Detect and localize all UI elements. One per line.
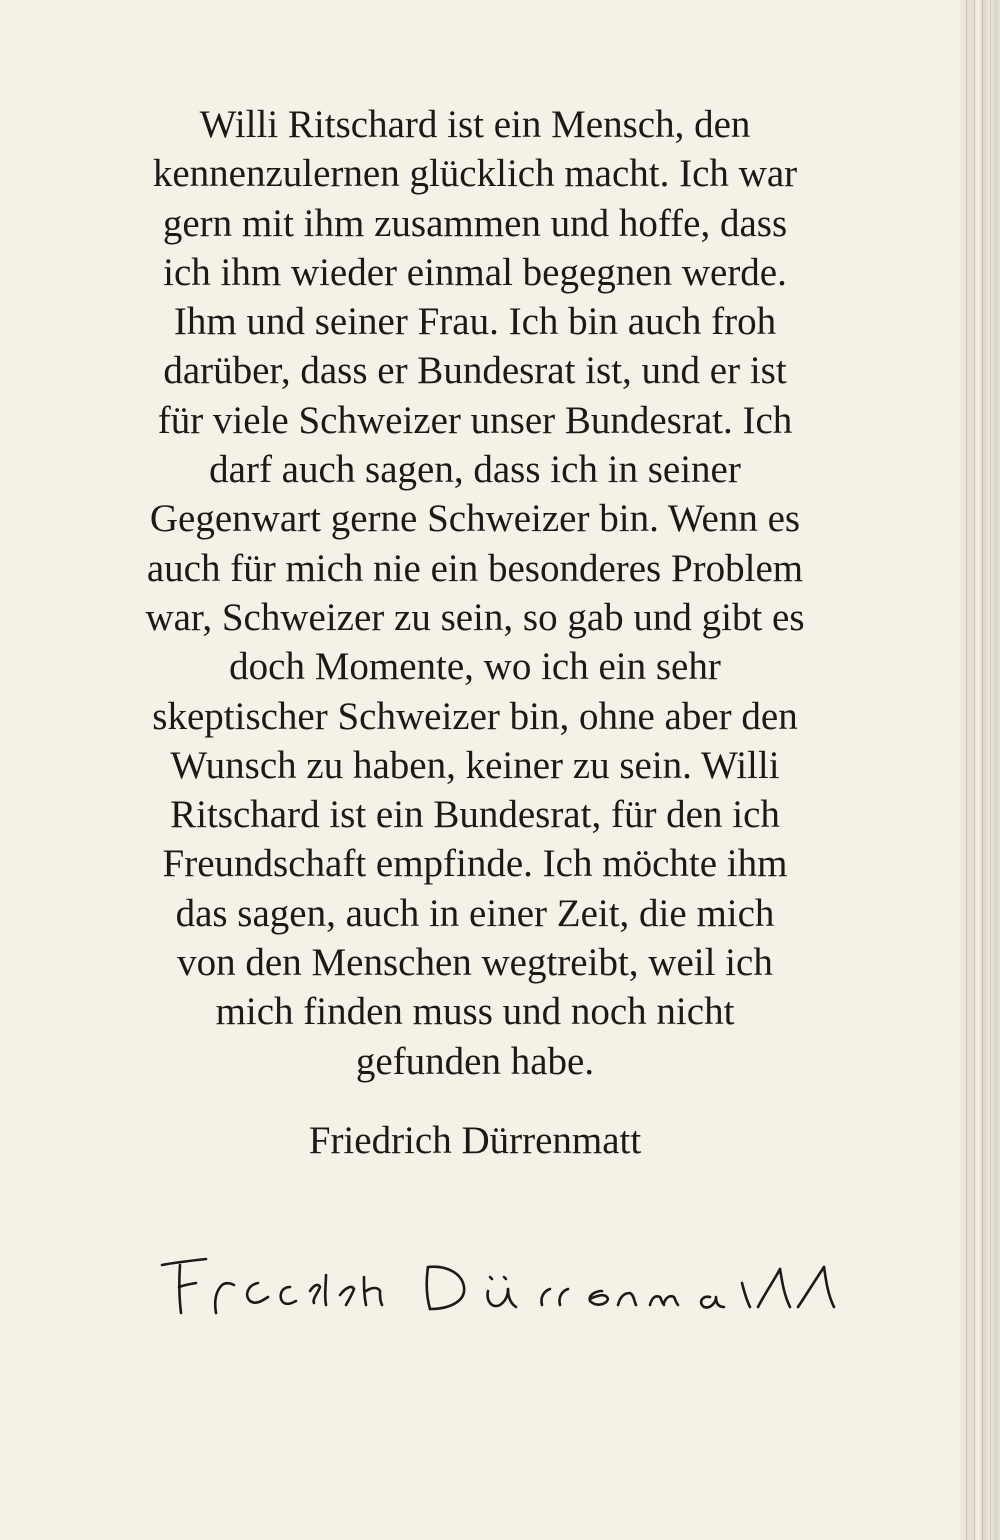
paragraph-line: ich ihm wieder einmal begegnen werde. (163, 250, 787, 294)
page-edge (960, 0, 1000, 1540)
paragraph-line: gefunden habe. (355, 1039, 595, 1083)
paragraph-line: Wunsch zu haben, keiner zu sein. Willi (170, 743, 780, 787)
handwritten-signature (150, 1225, 870, 1335)
paragraph-line: von den Menschen wegtreibt, weil ich (177, 941, 773, 985)
paragraph-line: gern mit ihm zusammen und hoffe, dass (162, 201, 788, 245)
paragraph-line: kennenzulernen glücklich macht. Ich war (152, 152, 798, 196)
paragraph-line: Willi Ritschard ist ein Mensch, den (199, 103, 751, 146)
paragraph-line: das sagen, auch in einer Zeit, die mich (175, 891, 775, 935)
paragraph-line: Ihm und seiner Frau. Ich bin auch froh (173, 300, 777, 344)
paragraph-line: doch Momente, wo ich ein sehr (229, 645, 721, 689)
paragraph-line: war, Schweizer zu sein, so gab und gibt es (145, 595, 805, 639)
paragraph-line: Ritschard ist ein Bundesrat, für den ich (170, 793, 780, 837)
paragraph-line: auch für mich nie ein besonderes Problem (146, 546, 804, 590)
author-name: Friedrich Dürrenmatt (308, 1119, 642, 1162)
paragraph-line: skeptischer Schweizer bin, ohne aber den (152, 694, 798, 738)
quote-paragraph (60, 100, 890, 1086)
paragraph-line: darf auch sagen, dass ich in seiner (209, 448, 741, 492)
paragraph-line: Freundschaft empfinde. Ich möchte ihm (162, 842, 788, 886)
paragraph-line: Gegenwart gerne Schweizer bin. Wenn es (149, 497, 801, 541)
paragraph-line: mich finden muss und noch nicht (215, 990, 735, 1034)
paragraph-line: für viele Schweizer unser Bundesrat. Ich (157, 398, 793, 442)
paragraph-line: darüber, dass er Bundesrat ist, und er ist (163, 349, 787, 393)
